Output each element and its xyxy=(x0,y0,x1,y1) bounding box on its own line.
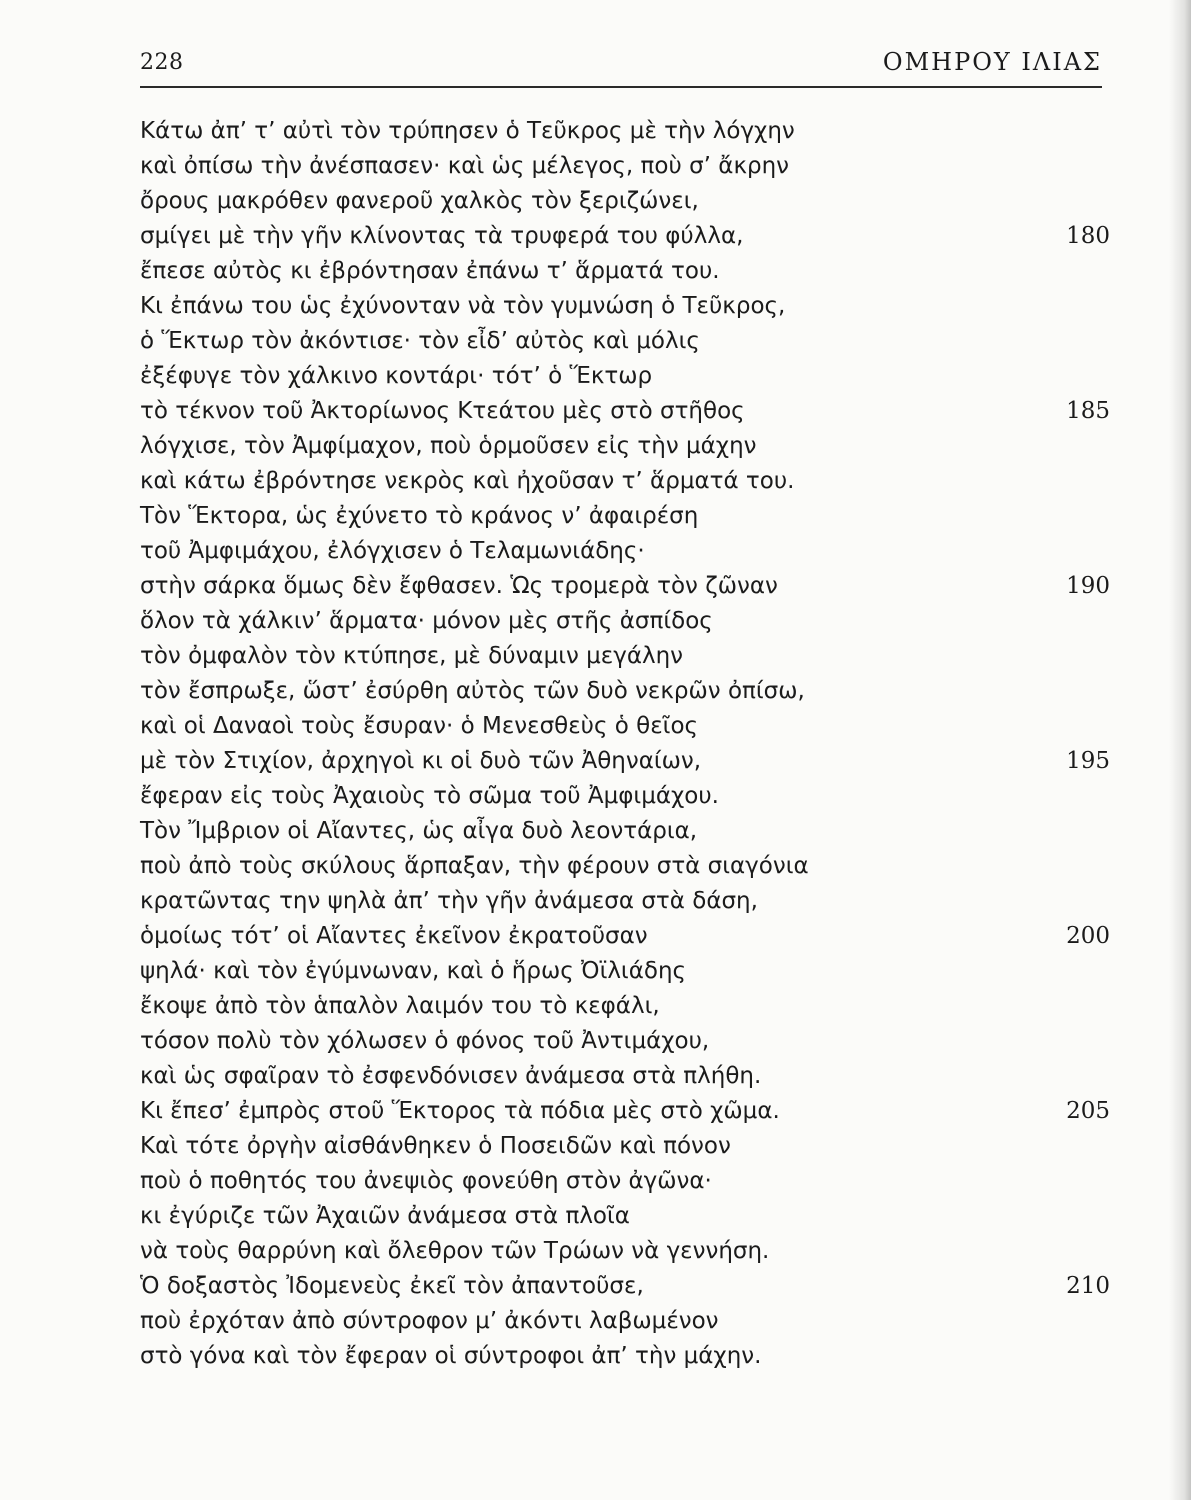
running-title: ΟΜΗΡΟΥ ΙΛΙΑΣ xyxy=(882,48,1102,76)
line-number: 190 xyxy=(1066,573,1110,599)
verse-line xyxy=(140,464,1110,499)
verse-line xyxy=(140,849,1110,884)
verse-text: ἔκοψε ἀπὸ τὸν ἁπαλὸν λαιμόν του τὸ κεφάλι, xyxy=(140,993,660,1019)
verse-line xyxy=(140,709,1110,744)
verse-text: στὸ γόνα καὶ τὸν ἔφεραν οἱ σύντροφοι ἀπ’ τὴν μάχην. xyxy=(140,1343,762,1369)
verse-text: ψηλά· καὶ τὸν ἐγύμνωναν, καὶ ὁ ἥρως Ὀϊλιάδης xyxy=(140,958,687,984)
binding-shadow xyxy=(1169,0,1191,1500)
verse-text: ἔφεραν εἰς τοὺς Ἀχαιοὺς τὸ σῶμα τοῦ Ἀμφιμάχου. xyxy=(140,783,719,809)
verse-line xyxy=(140,1059,1110,1094)
verse-line xyxy=(140,1339,1110,1374)
verse-line xyxy=(140,359,1110,394)
verse-text: Κι ἔπεσ’ ἐμπρὸς στοῦ Ἕκτορος τὰ πόδια μὲς στὸ χῶμα. xyxy=(140,1098,780,1124)
verse-line xyxy=(140,149,1110,184)
verse-line xyxy=(140,919,1110,954)
verse-line xyxy=(140,1304,1110,1339)
verse-text: ὄρους μακρόθεν φανεροῦ χαλκὸς τὸν ξεριζώνει, xyxy=(140,188,699,214)
verse-line xyxy=(140,814,1110,849)
verse-text: λόγχισε, τὸν Ἀμφίμαχον, ποὺ ὁρμοῦσεν εἰς τὴν μάχην xyxy=(140,433,757,459)
verse-line xyxy=(140,289,1110,324)
verse-line xyxy=(140,1269,1110,1304)
verse-line xyxy=(140,534,1110,569)
verse-line xyxy=(140,1024,1110,1059)
verse-line xyxy=(140,639,1110,674)
verse-text: κρατῶντας την ψηλὰ ἀπ’ τὴν γῆν ἀνάμεσα στὰ δάση, xyxy=(140,888,758,914)
verse-text: σμίγει μὲ τὴν γῆν κλίνοντας τὰ τρυφερά του φύλλα, xyxy=(140,223,744,249)
verse-line xyxy=(140,674,1110,709)
verse-text: τὸν ἔσπρωξε, ὥστ’ ἐσύρθη αὐτὸς τῶν δυὸ νεκρῶν ὀπίσω, xyxy=(140,678,805,704)
verse-text: στὴν σάρκα ὅμως δὲν ἔφθασεν. Ὡς τρομερὰ τὸν ζῶναν xyxy=(140,573,778,599)
verse-text: μὲ τὸν Στιχίον, ἀρχηγοὶ κι οἱ δυὸ τῶν Ἀθηναίων, xyxy=(140,748,702,774)
verse-text: ὁ Ἕκτωρ τὸν ἀκόντισε· τὸν εἶδ’ αὐτὸς καὶ μόλις xyxy=(140,328,700,354)
verse-line xyxy=(140,1234,1110,1269)
verse-line xyxy=(140,569,1110,604)
verse-line xyxy=(140,989,1110,1024)
verse-line xyxy=(140,744,1110,779)
verse-line xyxy=(140,324,1110,359)
page-number: 228 xyxy=(140,50,184,75)
verse-text: καὶ οἱ Δαναοὶ τοὺς ἔσυραν· ὁ Μενεσθεὺς ὁ θεῖος xyxy=(140,713,699,739)
verse-line xyxy=(140,219,1110,254)
verse-line xyxy=(140,1129,1110,1164)
verse-line xyxy=(140,499,1110,534)
verse-text: νὰ τοὺς θαρρύνη καὶ ὄλεθρον τῶν Τρώων νὰ γεννήση. xyxy=(140,1238,770,1264)
verse-line xyxy=(140,1094,1110,1129)
verse-block xyxy=(140,114,1110,1374)
verse-line xyxy=(140,1199,1110,1234)
verse-text: Ὁ δοξαστὸς Ἰδομενεὺς ἐκεῖ τὸν ἀπαντοῦσε, xyxy=(140,1273,644,1299)
line-number: 210 xyxy=(1066,1273,1110,1299)
verse-text: καὶ κάτω ἐβρόντησε νεκρὸς καὶ ἠχοῦσαν τ’ ἅρματά του. xyxy=(140,468,795,494)
line-number: 180 xyxy=(1066,223,1110,249)
verse-text: ἐξέφυγε τὸν χάλκινο κοντάρι· τότ’ ὁ Ἕκτωρ xyxy=(140,363,653,389)
verse-line xyxy=(140,1164,1110,1199)
verse-text: Τὸν Ἕκτορα, ὡς ἐχύνετο τὸ κράνος ν’ ἀφαιρέση xyxy=(140,503,699,529)
verse-text: ἔπεσε αὐτὸς κι ἐβρόντησαν ἐπάνω τ’ ἅρματά του. xyxy=(140,258,720,284)
verse-line xyxy=(140,184,1110,219)
verse-line xyxy=(140,604,1110,639)
verse-text: τοῦ Ἀμφιμάχου, ἐλόγχισεν ὁ Τελαμωνιάδης· xyxy=(140,538,645,564)
verse-text: Καὶ τότε ὀργὴν αἰσθάνθηκεν ὁ Ποσειδῶν καὶ πόνον xyxy=(140,1133,731,1159)
verse-line xyxy=(140,954,1110,989)
line-number: 195 xyxy=(1066,748,1110,774)
header-rule xyxy=(140,86,1102,88)
line-number: 200 xyxy=(1066,923,1110,949)
verse-text: ποὺ ἐρχόταν ἀπὸ σύντροφον μ’ ἀκόντι λαβωμένον xyxy=(140,1308,719,1334)
verse-line xyxy=(140,114,1110,149)
line-number: 205 xyxy=(1066,1098,1110,1124)
verse-line xyxy=(140,429,1110,464)
verse-text: κι ἐγύριζε τῶν Ἀχαιῶν ἀνάμεσα στὰ πλοῖα xyxy=(140,1203,630,1229)
verse-text: καὶ ὀπίσω τὴν ἀνέσπασεν· καὶ ὡς μέλεγος, ποὺ σ’ ἄκρην xyxy=(140,153,790,179)
verse-text: τόσον πολὺ τὸν χόλωσεν ὁ φόνος τοῦ Ἀντιμάχου, xyxy=(140,1028,710,1054)
verse-text: τὸν ὀμφαλὸν τὸν κτύπησε, μὲ δύναμιν μεγάλην xyxy=(140,643,684,669)
verse-line xyxy=(140,394,1110,429)
verse-line xyxy=(140,779,1110,814)
verse-text: ὅλον τὰ χάλκιν’ ἅρματα· μόνον μὲς στῆς ἀσπίδος xyxy=(140,608,713,634)
verse-text: Τὸν Ἴμβριον οἱ Αἴαντες, ὡς αἶγα δυὸ λεοντάρια, xyxy=(140,818,698,844)
verse-text: τὸ τέκνον τοῦ Ἀκτορίωνος Κτεάτου μὲς στὸ στῆθος xyxy=(140,398,745,424)
line-number: 185 xyxy=(1066,398,1110,424)
verse-line xyxy=(140,254,1110,289)
verse-text: Κι ἐπάνω του ὡς ἐχύνονταν νὰ τὸν γυμνώση ὁ Τεῦκρος, xyxy=(140,293,786,319)
verse-text: ποὺ ὁ ποθητός του ἀνεψιὸς φονεύθη στὸν ἀγῶνα· xyxy=(140,1168,712,1194)
verse-text: ποὺ ἀπὸ τοὺς σκύλους ἅρπαξαν, τὴν φέρουν στὰ σιαγόνια xyxy=(140,853,809,879)
page-header xyxy=(140,46,1102,86)
verse-text: καὶ ὡς σφαῖραν τὸ ἐσφενδόνισεν ἀνάμεσα στὰ πλήθη. xyxy=(140,1063,762,1089)
verse-text: Κάτω ἀπ’ τ’ αὐτὶ τὸν τρύπησεν ὁ Τεῦκρος μὲ τὴν λόγχην xyxy=(140,118,795,144)
verse-line xyxy=(140,884,1110,919)
verse-text: ὁμοίως τότ’ οἱ Αἴαντες ἐκεῖνον ἐκρατοῦσαν xyxy=(140,923,648,949)
